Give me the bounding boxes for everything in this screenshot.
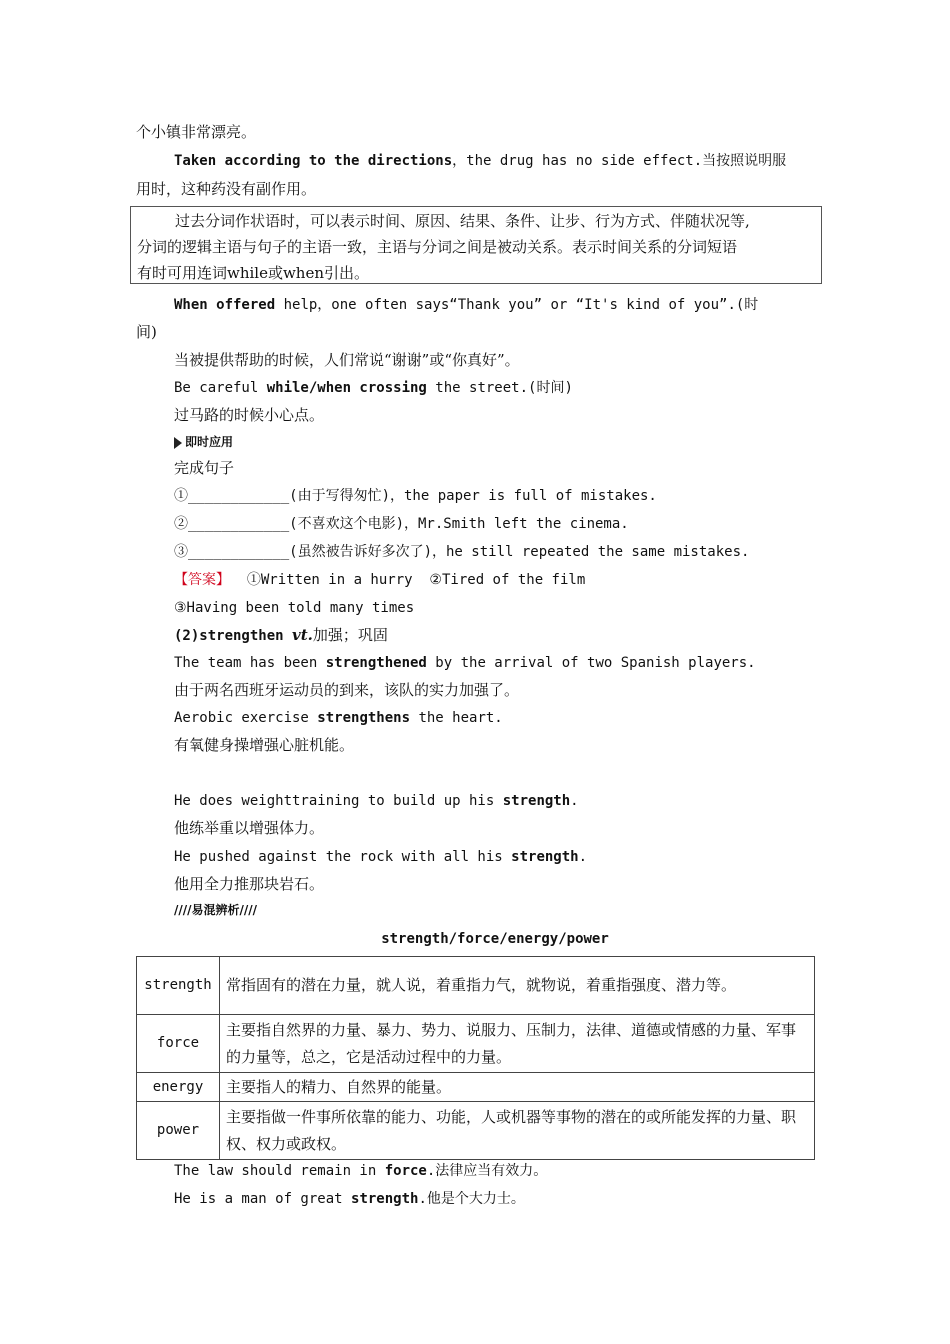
table-word: energy xyxy=(137,1073,220,1102)
text: . xyxy=(570,793,579,809)
text: by the arrival of two Spanish players. xyxy=(426,655,756,671)
practice-item: ③____________(虽然被告诉好多次了)，he still repeated the same mistakes. xyxy=(174,544,750,560)
example-1-cont: 间) xyxy=(136,323,157,341)
vocab-translation: 有氧健身操增强心脏机能。 xyxy=(174,736,355,754)
table-row xyxy=(137,1015,815,1073)
comparison-table xyxy=(136,956,815,1160)
vocab-example xyxy=(174,708,503,728)
closing-example xyxy=(174,1189,525,1209)
example-2 xyxy=(174,378,573,398)
answer-line xyxy=(174,570,585,590)
example-bold: Taken according to the directions xyxy=(174,153,453,169)
keyword: strength xyxy=(351,1191,419,1207)
table-desc: 主要指自然界的力量、暴力、势力、说服力、压制力，法律、道德或情感的力量、军事的力量等，总之，它是活动过程中的力量。 xyxy=(220,1015,815,1073)
answer-text: ①Written in a hurry ②Tired of the film xyxy=(230,572,586,588)
text: .他是个大力士。 xyxy=(418,1191,525,1207)
example-translation: 用时，这种药没有副作用。 xyxy=(136,180,317,198)
example-rest: ，the drug has no side effect.当按照说明服 xyxy=(452,153,787,169)
text: The team has been xyxy=(174,655,326,671)
text: Aerobic exercise xyxy=(174,710,318,726)
table-word: force xyxy=(137,1015,220,1073)
text: The law should remain in xyxy=(174,1163,385,1179)
example-2-pre: Be careful xyxy=(174,380,267,396)
vocab-translation: 他练举重以增强体力。 xyxy=(174,819,325,837)
vocab-translation: 他用全力推那块岩石。 xyxy=(174,875,325,893)
note-line-1: 过去分词作状语时，可以表示时间、原因、结果、条件、让步、行为方式、伴随状况等, xyxy=(175,212,750,230)
grammar-note-box xyxy=(130,206,822,284)
table-row xyxy=(137,1073,815,1102)
table-word: power xyxy=(137,1102,220,1160)
vocab-meaning: 加强；巩固 xyxy=(312,626,388,644)
example-1-bold: When offered xyxy=(174,297,276,313)
play-arrow-icon xyxy=(174,437,182,449)
practice-heading: 完成句子 xyxy=(174,459,235,477)
practice-item: ①____________(由于写得匆忙)，the paper is full of mistakes. xyxy=(174,488,657,504)
keyword: strength xyxy=(502,793,571,809)
table-desc: 主要指人的精力、自然界的能量。 xyxy=(220,1073,815,1102)
practice-tag-label: 即时应用 xyxy=(185,435,234,449)
text: the heart. xyxy=(410,710,503,726)
text: . xyxy=(578,849,588,865)
vocab-word: (2)strengthen xyxy=(174,628,293,644)
vocab-example xyxy=(174,847,587,867)
keyword: strengthens xyxy=(317,710,411,726)
vocab-example xyxy=(174,791,579,811)
text: .法律应当有效力。 xyxy=(426,1163,548,1179)
example-2-bold: while/when crossing xyxy=(266,380,427,396)
vocab-heading xyxy=(174,625,388,646)
table-word: strength xyxy=(137,957,220,1015)
note-line-2: 分词的逻辑主语与句子的主语一致，主语与分词之间是被动关系。表示时间关系的分词短语 xyxy=(137,238,738,256)
text: He pushed against the rock with all his xyxy=(174,849,512,865)
example-1-rest: help，one often says“Thank you” or “It's kind of you”.(时 xyxy=(275,297,759,313)
keyword: strengthened xyxy=(325,655,427,671)
keyword: strength xyxy=(511,849,579,865)
example-2-rest: the street.(时间) xyxy=(426,380,573,396)
table-desc: 主要指做一件事所依靠的能力、功能，人或机器等事物的潜在的或所能发挥的力量、职权、权力或政权。 xyxy=(220,1102,815,1160)
example-1-translation: 当被提供帮助的时候，人们常说“谢谢”或“你真好”。 xyxy=(174,351,520,369)
table-row xyxy=(137,1102,815,1160)
answer-label: 【答案】 xyxy=(174,572,230,588)
example-2-translation: 过马路的时候小心点。 xyxy=(174,406,325,424)
practice-tag xyxy=(174,434,233,450)
confusion-tag: ////易混辨析//// xyxy=(174,903,258,917)
table-row xyxy=(137,957,815,1015)
note-line-3: 有时可用连词while或when引出。 xyxy=(137,264,370,282)
text: He is a man of great xyxy=(174,1191,352,1207)
practice-item: ②____________(不喜欢这个电影)，Mr.Smith left the cinema. xyxy=(174,516,629,532)
vocab-pos: vt. xyxy=(292,626,313,644)
intro-line: 个小镇非常漂亮。 xyxy=(136,123,257,141)
closing-example xyxy=(174,1161,547,1181)
example-1 xyxy=(174,295,758,315)
table-title: strength/force/energy/power xyxy=(381,931,609,947)
vocab-translation: 由于两名西班牙运动员的到来，该队的实力加强了。 xyxy=(174,681,520,699)
keyword: force xyxy=(384,1163,427,1179)
table-desc: 常指固有的潜在力量，就人说，着重指力气，就物说，着重指强度、潜力等。 xyxy=(220,957,815,1015)
example-sentence xyxy=(174,151,786,171)
answer-line-2: ③Having been told many times xyxy=(174,600,415,616)
vocab-example xyxy=(174,653,756,673)
text: He does weighttraining to build up his xyxy=(174,793,503,809)
